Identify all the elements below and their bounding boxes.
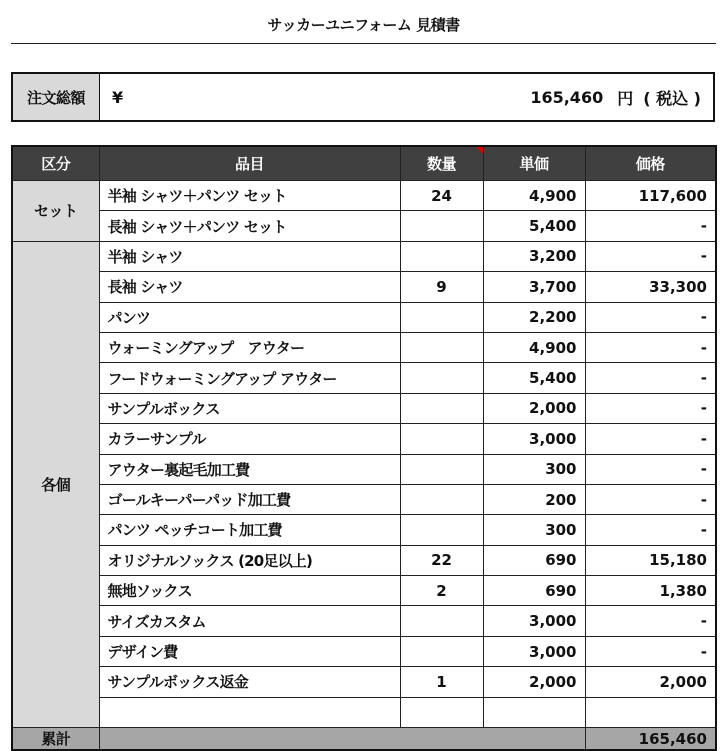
category-cell-set[interactable]: セット xyxy=(12,181,99,242)
quantity-cell[interactable] xyxy=(400,697,483,727)
table-row xyxy=(12,606,716,636)
total-amount[interactable]: 165,460 xyxy=(585,728,716,751)
header-price[interactable]: 価格 xyxy=(585,146,716,181)
unit-price-cell[interactable]: 3,000 xyxy=(483,606,585,636)
unit-price-cell[interactable]: 690 xyxy=(483,545,585,575)
item-cell[interactable]: 長袖 シャツ＋パンツ セット xyxy=(99,211,400,241)
quantity-cell[interactable] xyxy=(400,241,483,271)
price-cell[interactable] xyxy=(585,697,716,727)
item-cell[interactable]: アウター裏起毛加工費 xyxy=(99,454,400,484)
header-category[interactable]: 区分 xyxy=(12,146,99,181)
quantity-cell[interactable]: 1 xyxy=(400,667,483,697)
document-title: サッカーユニフォーム 見積書 xyxy=(267,16,460,34)
quantity-cell[interactable] xyxy=(400,393,483,423)
quantity-cell[interactable]: 24 xyxy=(400,181,483,211)
table-row xyxy=(12,667,716,697)
item-cell[interactable]: 長袖 シャツ xyxy=(99,272,400,302)
quantity-cell[interactable]: 9 xyxy=(400,272,483,302)
item-cell[interactable]: サイズカスタム xyxy=(99,606,400,636)
table-row xyxy=(12,272,716,302)
unit-price-cell[interactable]: 3,000 xyxy=(483,636,585,666)
item-cell[interactable]: パンツ xyxy=(99,302,400,332)
title-underline xyxy=(11,43,716,44)
item-cell[interactable]: パンツ ペッチコート加工費 xyxy=(99,515,400,545)
price-cell[interactable]: 117,600 xyxy=(585,181,716,211)
item-cell[interactable]: ゴールキーパーパッド加工費 xyxy=(99,484,400,514)
total-blank-cell[interactable] xyxy=(99,728,585,751)
item-cell[interactable]: サンプルボックス xyxy=(99,393,400,423)
table-row xyxy=(12,363,716,393)
table-row xyxy=(12,332,716,362)
table-row xyxy=(12,302,716,332)
item-cell[interactable]: デザイン費 xyxy=(99,636,400,666)
quantity-cell[interactable]: 2 xyxy=(400,576,483,606)
quantity-cell[interactable] xyxy=(400,606,483,636)
quantity-cell[interactable] xyxy=(400,302,483,332)
quantity-cell[interactable] xyxy=(400,424,483,454)
unit-price-cell[interactable]: 3,200 xyxy=(483,241,585,271)
item-cell[interactable]: 半袖 シャツ＋パンツ セット xyxy=(99,181,400,211)
unit-price-cell[interactable]: 3,700 xyxy=(483,272,585,302)
price-cell[interactable]: 1,380 xyxy=(585,576,716,606)
header-quantity[interactable]: 数量 xyxy=(400,146,483,181)
table-header-row xyxy=(12,146,716,181)
order-total-amount: 165,460 xyxy=(530,87,604,107)
unit-price-cell[interactable]: 690 xyxy=(483,576,585,606)
item-cell[interactable]: サンプルボックス返金 xyxy=(99,667,400,697)
order-total-value[interactable] xyxy=(100,74,713,120)
price-cell[interactable]: - xyxy=(585,515,716,545)
category-cell-individual[interactable]: 各個 xyxy=(12,241,99,727)
price-cell[interactable]: - xyxy=(585,211,716,241)
table-row xyxy=(12,211,716,241)
table-row xyxy=(12,515,716,545)
quantity-cell[interactable] xyxy=(400,636,483,666)
total-label[interactable]: 累計 xyxy=(12,728,99,751)
item-cell[interactable]: フードウォーミングアップ アウター xyxy=(99,363,400,393)
table-row xyxy=(12,241,716,271)
item-cell[interactable] xyxy=(99,697,400,727)
order-total-box xyxy=(11,72,715,122)
price-cell[interactable]: - xyxy=(585,454,716,484)
price-cell[interactable]: - xyxy=(585,424,716,454)
price-cell[interactable]: - xyxy=(585,332,716,362)
price-cell[interactable]: - xyxy=(585,606,716,636)
table-row xyxy=(12,636,716,666)
price-cell[interactable]: 2,000 xyxy=(585,667,716,697)
unit-price-cell[interactable]: 2,000 xyxy=(483,667,585,697)
quantity-cell[interactable] xyxy=(400,211,483,241)
table-row xyxy=(12,484,716,514)
price-cell[interactable]: 15,180 xyxy=(585,545,716,575)
price-cell[interactable]: - xyxy=(585,484,716,514)
quantity-cell[interactable] xyxy=(400,454,483,484)
tax-note: ( 税込 ) xyxy=(643,88,701,108)
item-cell[interactable]: オリジナルソックス (20足以上) xyxy=(99,545,400,575)
order-total-label: 注文総額 xyxy=(13,74,100,120)
table-row xyxy=(12,454,716,484)
price-cell[interactable]: - xyxy=(585,636,716,666)
unit-price-cell[interactable]: 300 xyxy=(483,454,585,484)
estimate-table xyxy=(11,145,717,751)
price-cell[interactable]: 33,300 xyxy=(585,272,716,302)
item-cell[interactable]: 半袖 シャツ xyxy=(99,241,400,271)
unit-price-cell[interactable]: 200 xyxy=(483,484,585,514)
table-row xyxy=(12,424,716,454)
item-cell[interactable]: 無地ソックス xyxy=(99,576,400,606)
unit-price-cell[interactable]: 5,400 xyxy=(483,211,585,241)
header-unit-price[interactable]: 単価 xyxy=(483,146,585,181)
quantity-cell[interactable] xyxy=(400,363,483,393)
unit-price-cell[interactable]: 5,400 xyxy=(483,363,585,393)
table-row xyxy=(12,576,716,606)
currency-unit: 円 xyxy=(617,88,634,108)
price-cell[interactable]: - xyxy=(585,393,716,423)
unit-price-cell[interactable]: 4,900 xyxy=(483,181,585,211)
item-cell[interactable]: カラーサンプル xyxy=(99,424,400,454)
table-row xyxy=(12,181,716,211)
unit-price-cell[interactable]: 4,900 xyxy=(483,332,585,362)
table-row xyxy=(12,393,716,423)
quantity-cell[interactable]: 22 xyxy=(400,545,483,575)
price-cell[interactable]: - xyxy=(585,363,716,393)
header-item[interactable]: 品目 xyxy=(99,146,400,181)
price-cell[interactable]: - xyxy=(585,302,716,332)
unit-price-cell[interactable]: 2,200 xyxy=(483,302,585,332)
unit-price-cell[interactable] xyxy=(483,697,585,727)
currency-symbol: ¥ xyxy=(112,87,124,107)
unit-price-cell[interactable]: 3,000 xyxy=(483,424,585,454)
quantity-cell[interactable] xyxy=(400,515,483,545)
quantity-cell[interactable] xyxy=(400,484,483,514)
table-row xyxy=(12,697,716,727)
table-row xyxy=(12,545,716,575)
total-row xyxy=(12,728,716,751)
unit-price-cell[interactable]: 2,000 xyxy=(483,393,585,423)
quantity-cell[interactable] xyxy=(400,332,483,362)
unit-price-cell[interactable]: 300 xyxy=(483,515,585,545)
item-cell[interactable]: ウォーミングアップ アウター xyxy=(99,332,400,362)
comment-indicator-icon[interactable] xyxy=(476,147,483,154)
price-cell[interactable]: - xyxy=(585,241,716,271)
